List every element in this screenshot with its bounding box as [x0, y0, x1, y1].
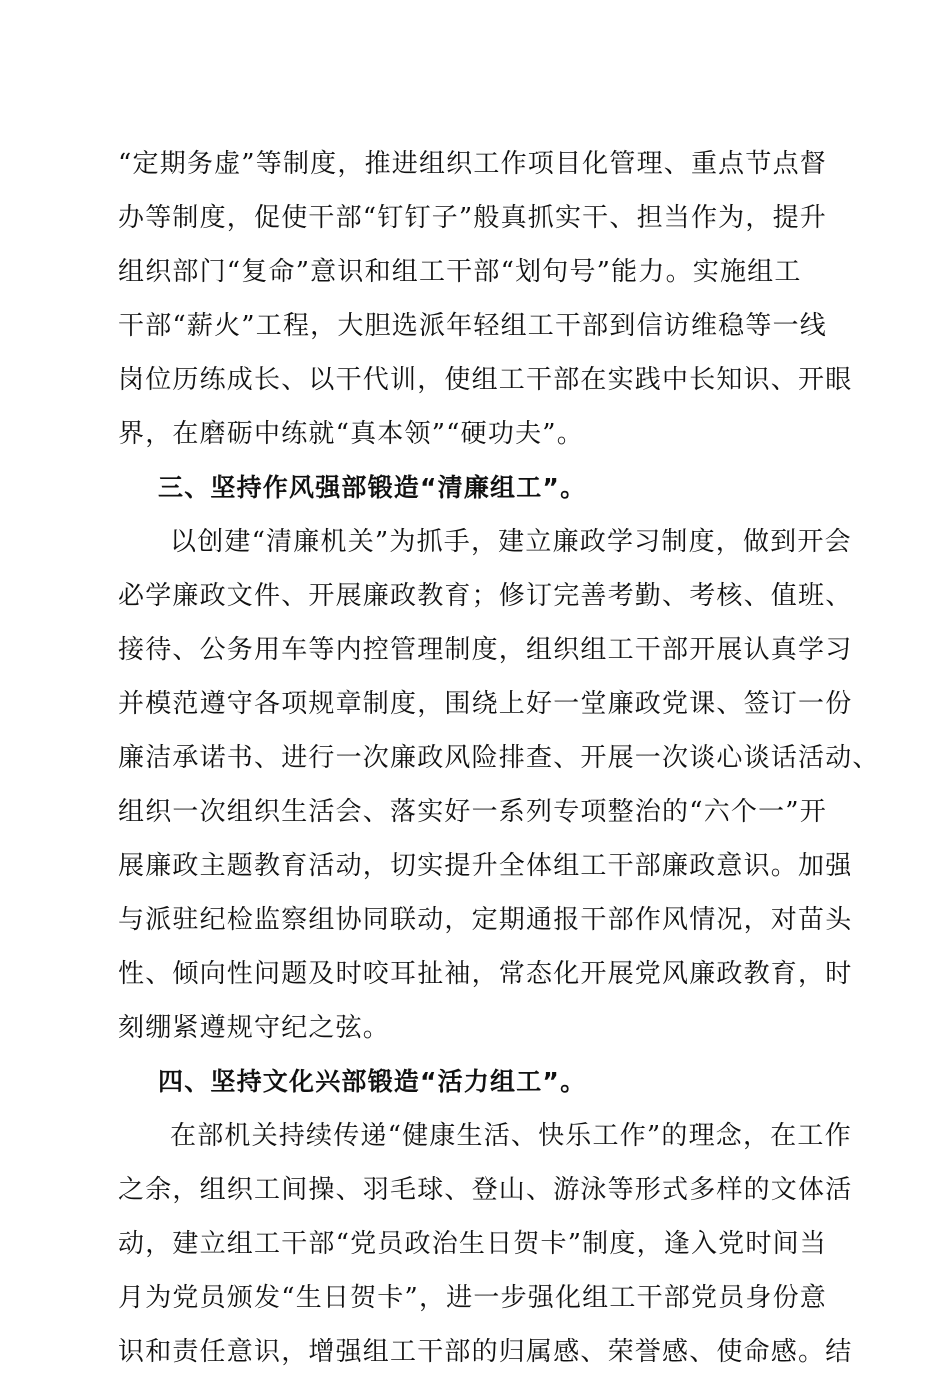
paragraph-continued [118, 137, 853, 461]
text-line: 与派驻纪检监察组协同联动，定期通报干部作风情况，对苗头 [118, 905, 853, 935]
document-body [118, 137, 880, 1379]
text-line: 识和责任意识，增强组工干部的归属感、荣誉感、使命感。结 [118, 1337, 853, 1367]
paragraph-clean-government [118, 515, 880, 1055]
text-line: “定期务虚”等制度，推进组织工作项目化管理、重点节点督 [118, 149, 827, 179]
text-line: 并模范遵守各项规章制度，围绕上好一堂廉政党课、签订一份 [118, 689, 853, 719]
text-line: 刻绷紧遵规守纪之弦。 [118, 1013, 391, 1043]
section-heading-3: 三、坚持作风强部锻造“清廉组工”。 [158, 473, 587, 502]
text-line: 干部“薪火”工程，大胆选派年轻组工干部到信访维稳等一线 [118, 311, 827, 341]
text-line: 在部机关持续传递“健康生活、快乐工作”的理念，在工作 [170, 1121, 852, 1151]
text-line: 月为党员颁发“生日贺卡”，进一步强化组工干部党员身份意 [118, 1283, 827, 1313]
text-line: 动，建立组工干部“党员政治生日贺卡”制度，逢入党时间当 [118, 1229, 827, 1259]
text-line: 必学廉政文件、开展廉政教育；修订完善考勤、考核、值班、 [118, 581, 853, 611]
text-line: 廉洁承诺书、进行一次廉政风险排查、开展一次谈心谈话活动、 [118, 743, 880, 773]
text-line: 岗位历练成长、以干代训，使组工干部在实践中长知识、开眼 [118, 365, 853, 395]
section-heading-4: 四、坚持文化兴部锻造“活力组工”。 [158, 1067, 587, 1096]
text-line: 组织一次组织生活会、落实好一系列专项整治的“六个一”开 [118, 797, 827, 827]
text-line: 界，在磨砺中练就“真本领”“硬功夫”。 [118, 419, 584, 449]
text-line: 之余，组织工间操、羽毛球、登山、游泳等形式多样的文体活 [118, 1175, 853, 1205]
text-line: 以创建“清廉机关”为抓手，建立廉政学习制度，做到开会 [170, 527, 852, 557]
text-line: 展廉政主题教育活动，切实提升全体组工干部廉政意识。加强 [118, 851, 853, 881]
paragraph-culture [118, 1109, 853, 1379]
text-line: 组织部门“复命”意识和组工干部“划句号”能力。实施组工 [118, 257, 802, 287]
text-line: 办等制度，促使干部“钉钉子”般真抓实干、担当作为，提升 [118, 203, 827, 233]
text-line: 性、倾向性问题及时咬耳扯袖，常态化开展党风廉政教育，时 [118, 959, 853, 989]
text-line: 接待、公务用车等内控管理制度，组织组工干部开展认真学习 [118, 635, 853, 665]
